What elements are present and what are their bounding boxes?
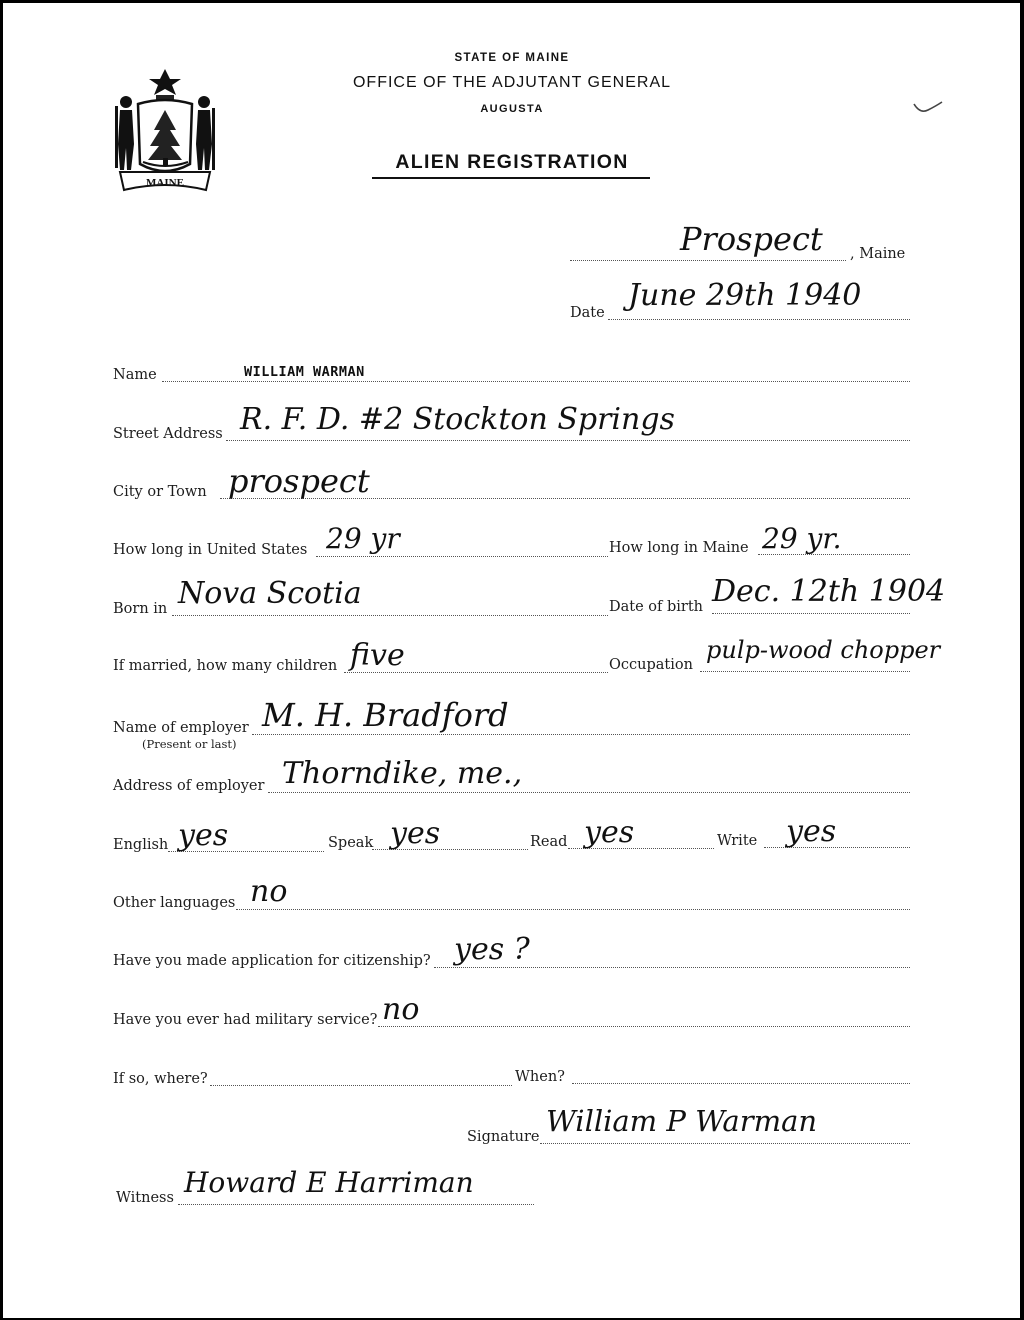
employer-label: Name of employer bbox=[113, 720, 249, 736]
street-address-line bbox=[226, 440, 910, 441]
scan-border-right bbox=[1020, 0, 1024, 1320]
signature-value[interactable]: William P Warman bbox=[546, 1104, 818, 1138]
other-languages-label: Other languages bbox=[113, 895, 236, 911]
date-line bbox=[608, 319, 910, 320]
employer-address-label: Address of employer bbox=[113, 778, 265, 794]
children-value[interactable]: five bbox=[350, 638, 405, 673]
other-languages-value[interactable]: no bbox=[250, 874, 288, 909]
citizenship-line bbox=[434, 967, 910, 968]
header-office: OFFICE OF THE ADJUTANT GENERAL bbox=[352, 74, 672, 91]
title-underline bbox=[372, 177, 650, 179]
check-mark-icon bbox=[912, 98, 944, 116]
signature-label: Signature bbox=[467, 1129, 540, 1145]
occupation-line bbox=[700, 671, 910, 672]
signature-line bbox=[540, 1143, 910, 1144]
employer-line bbox=[252, 734, 910, 735]
where-line bbox=[210, 1085, 512, 1086]
military-line bbox=[378, 1026, 910, 1027]
read-value[interactable]: yes bbox=[584, 815, 635, 850]
how-long-us-label: How long in United States bbox=[113, 542, 308, 558]
how-long-maine-value[interactable]: 29 yr. bbox=[762, 522, 842, 555]
header-city: AUGUSTA bbox=[480, 103, 544, 115]
born-in-label: Born in bbox=[113, 601, 168, 617]
witness-line bbox=[178, 1204, 534, 1205]
children-label: If married, how many children bbox=[113, 658, 338, 674]
date-of-birth-label: Date of birth bbox=[609, 599, 704, 615]
date-of-birth-value[interactable]: Dec. 12th 1904 bbox=[712, 574, 946, 609]
when-label: When? bbox=[515, 1069, 565, 1085]
city-label: City or Town bbox=[113, 484, 207, 500]
born-in-value[interactable]: Nova Scotia bbox=[178, 576, 362, 611]
employer-address-line bbox=[268, 792, 910, 793]
name-label: Name bbox=[113, 367, 157, 383]
employer-address-value[interactable]: Thorndike, me., bbox=[282, 756, 523, 791]
city-value[interactable]: prospect bbox=[228, 462, 370, 500]
citizenship-value[interactable]: yes ? bbox=[454, 932, 530, 967]
place-value[interactable]: Prospect bbox=[680, 220, 823, 258]
date-value[interactable]: June 29th 1940 bbox=[628, 278, 862, 313]
speak-label: Speak bbox=[328, 835, 374, 851]
other-languages-line bbox=[236, 909, 910, 910]
write-value[interactable]: yes bbox=[786, 814, 837, 849]
english-label: English bbox=[113, 837, 169, 853]
how-long-maine-label: How long in Maine bbox=[609, 540, 749, 556]
read-label: Read bbox=[530, 834, 568, 850]
when-line bbox=[572, 1083, 910, 1084]
header-state: STATE OF MAINE bbox=[454, 52, 570, 64]
military-value[interactable]: no bbox=[382, 992, 420, 1027]
employer-value[interactable]: M. H. Bradford bbox=[262, 696, 509, 734]
where-label: If so, where? bbox=[113, 1071, 208, 1087]
military-label: Have you ever had military service? bbox=[113, 1012, 378, 1028]
place-line bbox=[570, 260, 846, 261]
street-address-label: Street Address bbox=[113, 426, 223, 442]
english-value[interactable]: yes bbox=[178, 818, 229, 853]
how-long-us-line bbox=[316, 556, 608, 557]
name-value[interactable]: WILLIAM WARMAN bbox=[244, 364, 365, 380]
date-of-birth-line bbox=[712, 613, 910, 614]
name-line bbox=[162, 381, 910, 382]
how-long-us-value[interactable]: 29 yr bbox=[326, 522, 400, 555]
occupation-label: Occupation bbox=[609, 657, 693, 673]
speak-value[interactable]: yes bbox=[390, 816, 441, 851]
maine-suffix-label: , Maine bbox=[850, 246, 906, 262]
seal-banner-text: MAINE bbox=[146, 177, 184, 189]
born-in-line bbox=[172, 615, 608, 616]
form-title: ALIEN REGISTRATION bbox=[395, 151, 629, 173]
witness-value[interactable]: Howard E Harriman bbox=[184, 1166, 474, 1199]
scan-border-top bbox=[0, 0, 1024, 3]
scan-border-left bbox=[0, 0, 3, 1320]
date-label: Date bbox=[570, 305, 605, 321]
witness-label: Witness bbox=[116, 1190, 174, 1206]
street-address-value[interactable]: R. F. D. #2 Stockton Springs bbox=[240, 402, 675, 437]
employer-note: (Present or last) bbox=[142, 737, 237, 751]
write-label: Write bbox=[717, 833, 758, 849]
occupation-value[interactable]: pulp-wood chopper bbox=[706, 636, 941, 664]
citizenship-label: Have you made application for citizenship? bbox=[113, 953, 431, 969]
